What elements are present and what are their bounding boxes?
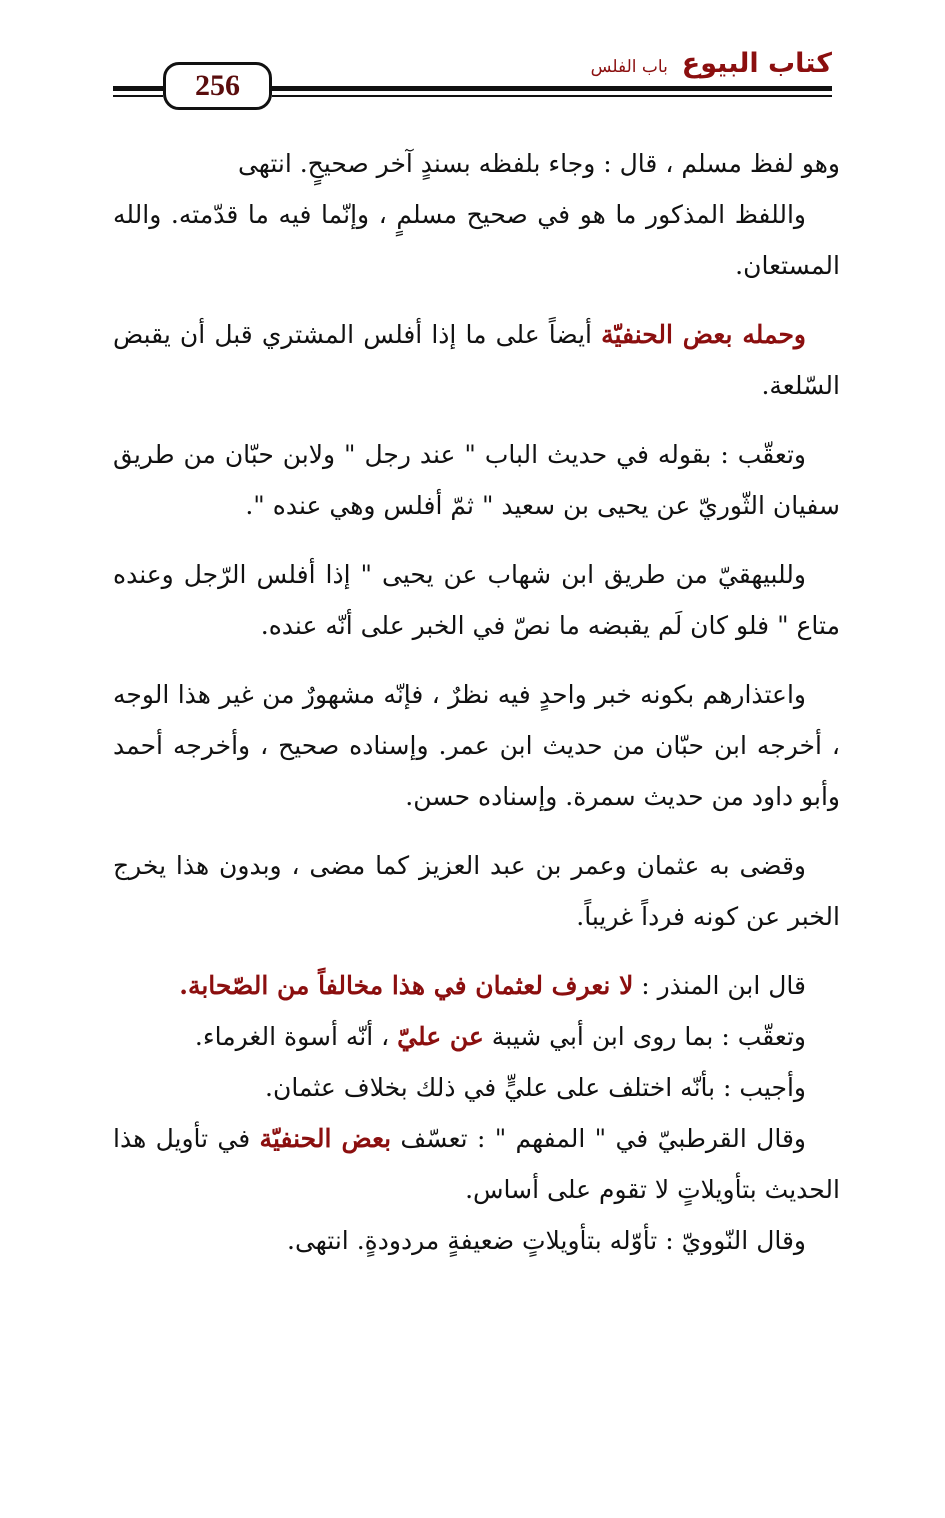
highlighted-run: عن عليّ bbox=[397, 1022, 484, 1051]
paragraph bbox=[113, 429, 840, 531]
running-head bbox=[591, 48, 832, 79]
highlighted-run: وحمله بعض الحنفيّة bbox=[601, 320, 806, 349]
text-run: أيضاً على ما إذا أفلس المشتري قبل أن يقبض السّلعة. bbox=[113, 320, 840, 400]
header-rule-right-thin bbox=[272, 95, 832, 97]
page-number: 256 bbox=[163, 62, 272, 110]
paragraph bbox=[113, 1215, 840, 1266]
text-run: وقال النّوويّ : تأوّله بتأويلاتٍ ضعيفةٍ مردودةٍ. انتهى. bbox=[287, 1226, 806, 1255]
page-header bbox=[0, 0, 945, 120]
text-run: وقال القرطبيّ في " المفهم " : تعسّف bbox=[391, 1124, 806, 1153]
page-body bbox=[113, 138, 840, 1266]
paragraph bbox=[113, 1062, 840, 1113]
text-run: وهو لفظ مسلم ، قال : وجاء بلفظه بسندٍ آخر صحيحٍ. انتهى bbox=[237, 149, 840, 178]
paragraph bbox=[113, 1113, 840, 1215]
text-run: وللبيهقيّ من طريق ابن شهاب عن يحيى " إذا أفلس الرّجل وعنده متاع " فلو كان لَم يقبضه ما نصّ في الخبر على أنّه عنده. bbox=[113, 560, 840, 640]
header-rule-left-thin bbox=[113, 95, 163, 97]
text-run: واللفظ المذكور ما هو في صحيح مسلمٍ ، وإنّما فيه ما قدّمته. والله المستعان. bbox=[113, 200, 840, 280]
paragraph bbox=[113, 840, 840, 942]
text-run: وتعقّب : بقوله في حديث الباب " عند رجل " ولابن حبّان من طريق سفيان الثّوريّ عن يحيى بن سعيد " ثمّ أفلس وهي عنده ". bbox=[113, 440, 840, 520]
book-title: كتاب البيوع bbox=[681, 48, 832, 79]
text-run: وأجيب : بأنّه اختلف على عليٍّ في ذلك بخلاف عثمان. bbox=[265, 1073, 806, 1102]
highlighted-run: بعض الحنفيّة bbox=[259, 1124, 392, 1153]
paragraph bbox=[113, 1011, 840, 1062]
highlighted-run: لا نعرف لعثمان في هذا مخالفاً من الصّحابة. bbox=[179, 971, 634, 1000]
paragraph bbox=[113, 309, 840, 411]
header-rule-right-thick bbox=[272, 86, 832, 91]
text-run: ، أنّه أسوة الغرماء. bbox=[194, 1022, 398, 1051]
text-run: في تأويل هذا الحديث بتأويلاتٍ لا تقوم على أساس. bbox=[113, 1124, 840, 1204]
paragraph bbox=[113, 138, 840, 189]
header-rule-left-thick bbox=[113, 86, 163, 91]
paragraph bbox=[113, 189, 840, 291]
text-run: وقضى به عثمان وعمر بن عبد العزيز كما مضى ، وبدون هذا يخرج الخبر عن كونه فرداً غريباً. bbox=[113, 851, 840, 931]
paragraph bbox=[113, 960, 840, 1011]
chapter-title: باب الفلس bbox=[590, 57, 668, 77]
paragraph bbox=[113, 549, 840, 651]
paragraph bbox=[113, 669, 840, 822]
text-run: واعتذارهم بكونه خبر واحدٍ فيه نظرٌ ، فإنّه مشهورٌ من غير هذا الوجه ، أخرجه ابن حبّان من حديث ابن عمر. وإسناده صحيح ، وأخرجه أحمد وأبو داود من حديث سمرة. وإسناده حسن. bbox=[113, 680, 840, 811]
text-run: قال ابن المنذر : bbox=[633, 971, 806, 1000]
text-run: وتعقّب : بما روى ابن أبي شيبة bbox=[483, 1022, 806, 1051]
